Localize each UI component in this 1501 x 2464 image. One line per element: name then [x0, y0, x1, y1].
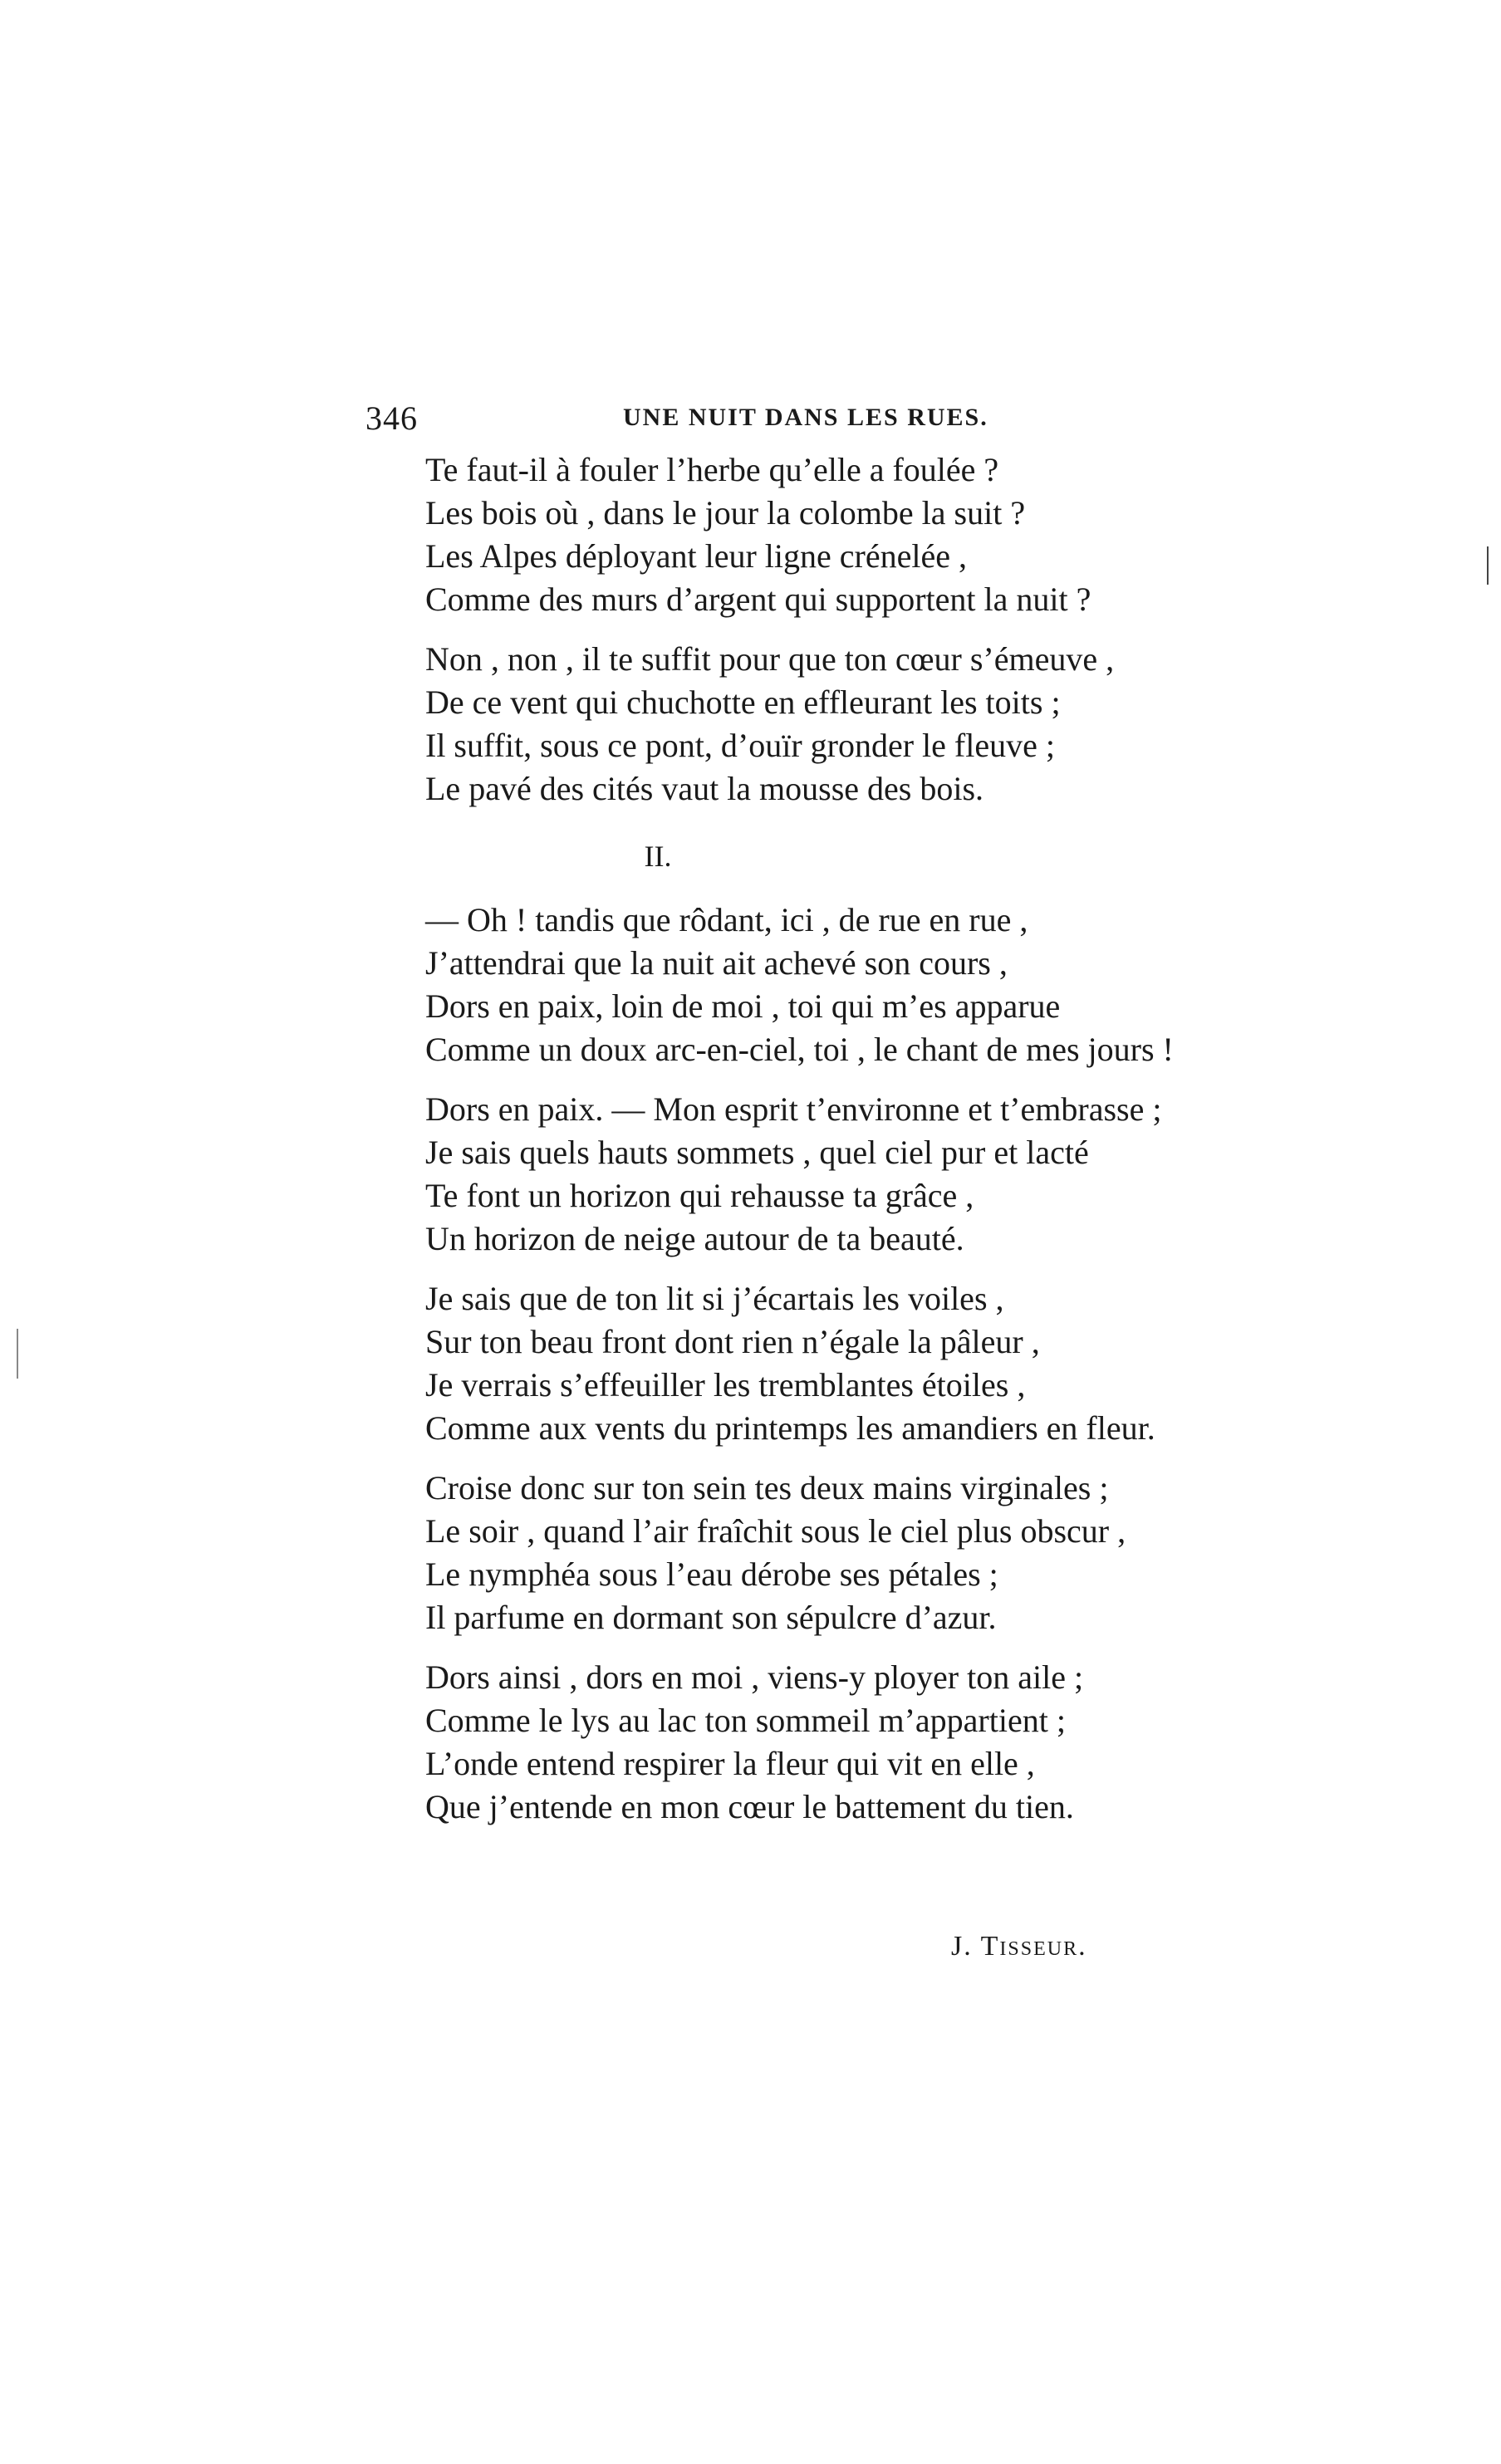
margin-mark: [17, 1329, 18, 1379]
stanza: [425, 638, 1256, 811]
verse-line: Il suffit, sous ce pont, d’ouïr gronder le fleuve ;: [425, 727, 1055, 764]
verse-line: Je verrais s’effeuiller les tremblantes étoiles ,: [425, 1366, 1026, 1403]
stanza: [425, 1656, 1256, 1829]
verse-line: Comme des murs d’argent qui supportent la nuit ?: [425, 580, 1091, 618]
stanza: [425, 1467, 1256, 1639]
verse-line: Le pavé des cités vaut la mousse des bois.: [425, 770, 984, 807]
verse-line: — Oh ! tandis que rôdant, ici , de rue en rue ,: [425, 901, 1028, 938]
verse-line: Te font un horizon qui rehausse ta grâce ,: [425, 1177, 974, 1214]
verse-line: Te faut-il à fouler l’herbe qu’elle a foulée ?: [425, 451, 999, 488]
verse-line: Sur ton beau front dont rien n’égale la pâleur ,: [425, 1323, 1040, 1360]
verse-line: Croise donc sur ton sein tes deux mains virginales ;: [425, 1469, 1109, 1506]
verse-line: Je sais quels hauts sommets , quel ciel pur et lacté: [425, 1134, 1089, 1171]
verse-line: De ce vent qui chuchotte en effleurant les toits ;: [425, 683, 1061, 721]
section-number: II.: [644, 840, 672, 873]
verse-line: Le nymphéa sous l’eau dérobe ses pétales ;: [425, 1555, 998, 1593]
page-header-title: UNE NUIT DANS LES RUES.: [623, 404, 988, 431]
verse-line: Non , non , il te suffit pour que ton cœur s’émeuve ,: [425, 640, 1115, 678]
running-head: [365, 399, 1096, 440]
stanza: [425, 448, 1256, 621]
stanza: [425, 1088, 1256, 1261]
margin-mark: [1487, 546, 1489, 585]
verse-line: Dors en paix, loin de moi , toi qui m’es apparue: [425, 987, 1061, 1025]
verse-line: L’onde entend respirer la fleur qui vit en elle ,: [425, 1745, 1035, 1782]
verse-line: Je sais que de ton lit si j’écartais les voiles ,: [425, 1280, 1004, 1317]
author-signature: J. Tisseur.: [951, 1931, 1087, 1962]
verse-line: Dors en paix. — Mon esprit t’environne et t’embrasse ;: [425, 1090, 1162, 1128]
stanza: [425, 899, 1256, 1071]
verse-line: Comme aux vents du printemps les amandiers en fleur.: [425, 1409, 1155, 1447]
poem: [425, 448, 1256, 1845]
verse-line: Le soir , quand l’air fraîchit sous le ciel plus obscur ,: [425, 1512, 1126, 1550]
page-number: 346: [365, 399, 418, 437]
verse-line: Un horizon de neige autour de ta beauté.: [425, 1220, 964, 1257]
verse-line: Comme un doux arc-en-ciel, toi , le chant de mes jours !: [425, 1031, 1174, 1068]
verse-line: Il parfume en dormant son sépulcre d’azur.: [425, 1599, 997, 1636]
verse-line: Les Alpes déployant leur ligne crénelée ,: [425, 537, 967, 575]
verse-line: Les bois où , dans le jour la colombe la suit ?: [425, 494, 1026, 531]
verse-line: Que j’entende en mon cœur le battement du tien.: [425, 1788, 1074, 1825]
verse-line: Comme le lys au lac ton sommeil m’appartient ;: [425, 1702, 1066, 1739]
stanza: [425, 1277, 1256, 1450]
verse-line: Dors ainsi , dors en moi , viens-y ployer ton aile ;: [425, 1658, 1084, 1696]
verse-line: J’attendrai que la nuit ait achevé son cours ,: [425, 944, 1008, 982]
